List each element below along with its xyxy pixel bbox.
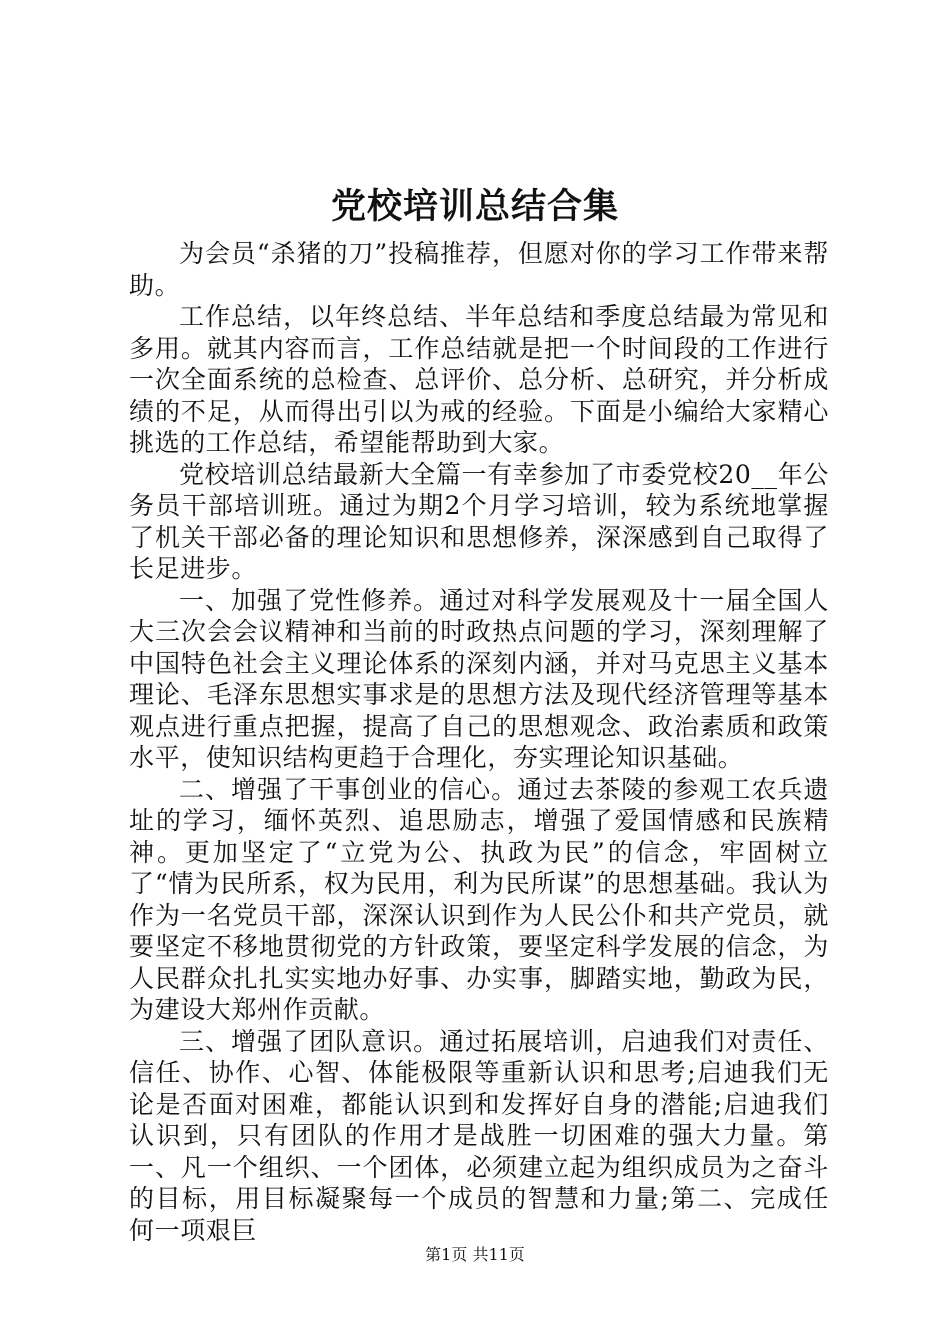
page-footer: 第1页 共11页 bbox=[425, 1245, 525, 1264]
paragraph-point-one: 一、加强了党性修养。通过对科学发展观及十一届全国人大三次会会议精神和当前的时政热点问题的学习，深刻理解了中国特色社会主义理论体系的深刻内涵，并对马克思主义基本理论、毛泽东思想实事求是的思想方法及现代经济管理等基本观点进行重点把握，提高了自己的思想观念、政治素质和政策水平，使知识结构更趋于合理化，夯实理论知识基础。 bbox=[129, 585, 829, 772]
document-title: 党校培训总结合集 bbox=[330, 186, 619, 227]
document-body bbox=[129, 238, 829, 1246]
paragraph-point-two: 二、增强了干事创业的信心。通过去茶陵的参观工农兵遗址的学习，缅怀英烈、追思励志，增强了爱国情感和民族精神。更加坚定了“立党为公、执政为民”的信念，牢固树立了“情为民所系，权为民用，利为民所谋”的思想基础。我认为作为一名党员干部，深深认识到作为人民公仆和共产党员，就要坚定不移地贯彻党的方针政策，要坚定科学发展的信念，为人民群众扎扎实实地办好事、办实事，脚踏实地，勤政为民，为建设大郑州作贡献。 bbox=[129, 774, 829, 1024]
paragraph-intro: 为会员“杀猪的刀”投稿推荐，但愿对你的学习工作带来帮助。 bbox=[129, 239, 829, 300]
paragraph-training-overview: 党校培训总结最新大全篇一有幸参加了市委党校20__年公务员干部培训班。通过为期2个月学习培训，较为系统地掌握了机关干部必备的理论知识和思想修养，深深感到自己取得了长足进步。 bbox=[129, 459, 829, 583]
paragraph-summary-definition: 工作总结，以年终总结、半年总结和季度总结最为常见和多用。就其内容而言，工作总结就是把一个时间段的工作进行一次全面系统的总检查、总评价、总分析、总研究，并分析成绩的不足，从而得出引以为戒的经验。下面是小编给大家精心挑选的工作总结，希望能帮助到大家。 bbox=[129, 302, 829, 457]
paragraph-point-three: 三、增强了团队意识。通过拓展培训，启迪我们对责任、信任、协作、心智、体能极限等重新认识和思考;启迪我们无论是否面对困难，都能认识到和发挥好自身的潜能;启迪我们认识到，只有团队的作用才是战胜一切困难的强大力量。第一、凡一个组织、一个团体，必须建立起为组织成员为之奋斗的目标，用目标凝聚每一个成员的智慧和力量;第二、完成任何一项艰巨 bbox=[129, 1026, 829, 1245]
